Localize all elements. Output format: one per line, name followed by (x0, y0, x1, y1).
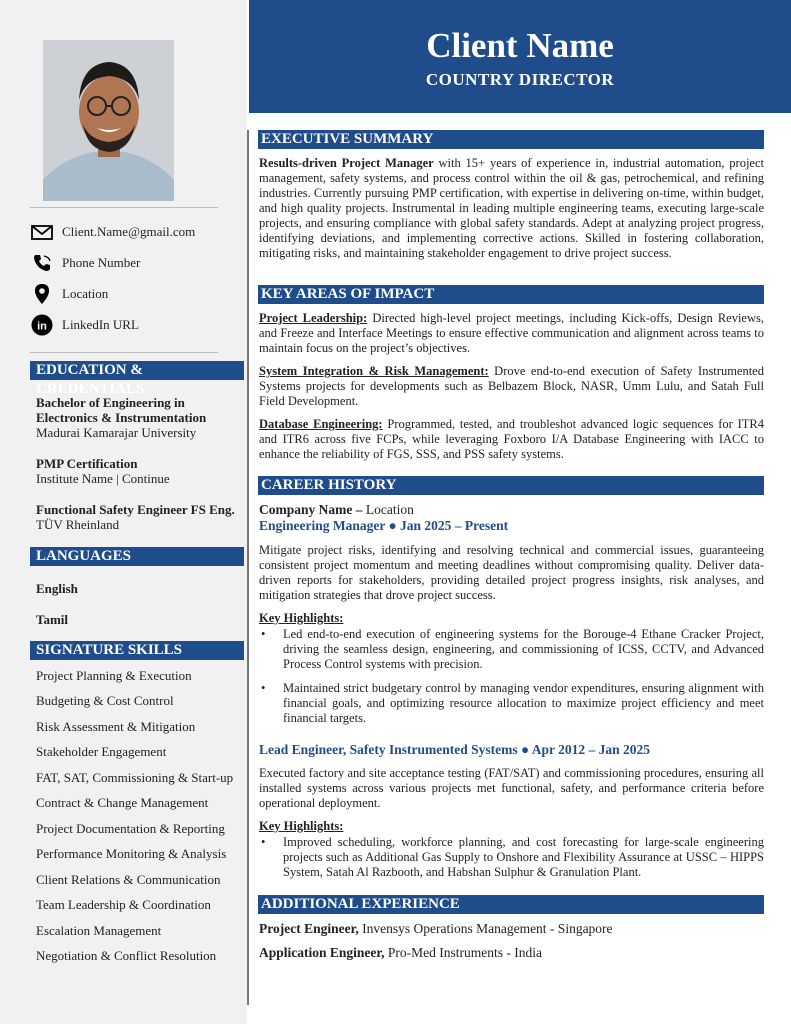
languages-heading: LANGUAGES (30, 547, 244, 566)
summary-text (259, 156, 764, 261)
impact-title: Database Engineering: (259, 417, 383, 431)
skill-item: Stakeholder Engagement (36, 744, 167, 759)
education-sub: Institute Name | Continue (36, 471, 170, 486)
additional-org: Invensys Operations Management - Singapore (358, 921, 613, 936)
impact-text: Drove end-to-end execution of Safety Instrumented Systems projects for developments such as Belbazem Block, NASR, Umm Lulu, and Satah Full Field Development. (259, 364, 764, 408)
skill-item: Project Documentation & Reporting (36, 821, 225, 836)
skills-heading: SIGNATURE SKILLS (30, 641, 244, 660)
additional-heading: ADDITIONAL EXPERIENCE (258, 895, 764, 914)
phone-text: Phone Number (62, 255, 141, 270)
skill-item: Client Relations & Communication (36, 872, 221, 887)
education-title: Bachelor of Engineering in Electronics & Instrumentation (36, 395, 207, 425)
highlight-bullet: • Improved scheduling, workforce planning, and cost forecasting for large-scale engineering projects such as Additional Gas Supply to Onshore and Flexibility Assurance at USSC – HIPPS System, Satah Al Razbooth, and Habshan Sulphur & Granulation Plant. (259, 835, 764, 880)
highlights-label: Key Highlights: (259, 611, 344, 625)
summary-lead: Results-driven Project Manager (259, 156, 434, 170)
candidate-role: COUNTRY DIRECTOR (425, 70, 615, 89)
career-heading: CAREER HISTORY (258, 476, 764, 495)
skill-item: FAT, SAT, Commissioning & Start-up (36, 770, 234, 785)
impact-item (259, 417, 764, 462)
contact-location (30, 284, 108, 304)
additional-role: Project Engineer, (259, 921, 359, 936)
highlight-bullet: • Maintained strict budgetary control by managing vendor expenditures, ensuring alignment with financial goals, and optimizing resource allocation to maximize project efficiency and meet financial targets. (259, 681, 764, 726)
linkedin-text: LinkedIn URL (62, 317, 139, 332)
education-heading: EDUCATION & CREDENTIALS (30, 361, 244, 380)
education-title: Functional Safety Engineer FS Eng. (36, 502, 235, 517)
svg-text:in: in (37, 320, 47, 333)
skill-item: Negotiation & Conflict Resolution (36, 948, 217, 963)
sidebar-divider (30, 207, 218, 208)
education-title: PMP Certification (36, 456, 138, 471)
language-item: Tamil (36, 612, 69, 627)
job-description: Executed factory and site acceptance testing (FAT/SAT) and commissioning procedures, ensuring all installed systems across various projects met functional, safety, and performance criteria before operational deployment. (259, 766, 764, 810)
skill-item: Risk Assessment & Mitigation (36, 719, 196, 734)
impact-title: System Integration & Risk Management: (259, 364, 489, 378)
language-item: English (36, 581, 78, 596)
header-banner (249, 0, 791, 113)
email-text: Client.Name@gmail.com (62, 224, 196, 239)
additional-role: Application Engineer, (259, 945, 385, 960)
education-item (36, 395, 246, 440)
company-name: Company Name – (259, 502, 363, 517)
skill-item: Escalation Management (36, 923, 162, 938)
additional-org: Pro-Med Instruments - India (384, 945, 543, 960)
skill-item: Team Leadership & Coordination (36, 897, 211, 912)
contact-email[interactable] (30, 222, 195, 242)
skill-item: Contract & Change Management (36, 795, 209, 810)
job-title: Engineering Manager ● Jan 2025 – Present (259, 518, 509, 533)
skill-item: Performance Monitoring & Analysis (36, 846, 227, 861)
education-item (36, 456, 170, 486)
linkedin-icon (30, 315, 54, 335)
vertical-divider (247, 130, 249, 1005)
phone-icon (30, 253, 54, 273)
highlight-bullet: • Led end-to-end execution of engineering systems for the Borouge-4 Ethane Cracker Project, driving the seamless design, engineering, and commissioning of ICSS, CCTV, and Advanced Process Control systems with precision. (259, 627, 764, 672)
skill-item: Budgeting & Cost Control (36, 693, 174, 708)
impact-text: Programmed, tested, and troubleshot advanced logic sequences for ITR4 and ITR6 across five FCPs, while leveraging Foxboro I/A Database Engineering with IACC to enhance the reliability of FGS, SSS, and PSS safety systems. (259, 417, 765, 461)
job-description: Mitigate project risks, identifying and resolving technical and commercial issues, guaranteeing consistent project momentum and meeting deadlines without compromising quality. Deliver data-driven reports for stakeholders, providing detailed project progress insights, risk analyses, and mitigation strategies that drove project success. (259, 543, 764, 602)
sidebar-divider (30, 352, 218, 353)
education-sub: Madurai Kamarajar University (36, 425, 197, 440)
contact-linkedin[interactable] (30, 315, 139, 335)
skill-item: Project Planning & Execution (36, 668, 192, 683)
envelope-icon (30, 222, 54, 242)
impact-text: Directed high-level project meetings, including Kick-offs, Design Reviews, and Freeze and Interface Meetings to ensure effective communication and alignment across teams to maintain focus on the project’s objectives. (259, 311, 764, 355)
impact-title: Project Leadership: (259, 311, 368, 325)
impact-item (259, 364, 764, 409)
location-text: Location (62, 286, 109, 301)
impact-heading: KEY AREAS OF IMPACT (258, 285, 764, 304)
company-line (259, 502, 414, 518)
education-item (36, 502, 235, 532)
impact-item (259, 311, 764, 356)
additional-item (259, 945, 542, 961)
job-title: Lead Engineer, Safety Instrumented Systems ● Apr 2012 – Jan 2025 (259, 742, 651, 757)
summary-heading: EXECUTIVE SUMMARY (258, 130, 764, 149)
contact-phone[interactable] (30, 253, 140, 273)
company-location: Location (362, 502, 414, 517)
education-sub: TÜV Rheinland (36, 517, 120, 532)
candidate-name: Client Name (426, 26, 614, 65)
highlights-label: Key Highlights: (259, 819, 344, 833)
location-pin-icon (30, 284, 54, 304)
summary-body: with 15+ years of experience in, industrial automation, project management, safety systems, and process control within the oil & gas, petrochemical, and refining industries. Currently pursuing PMP certification, with expertise in delivering on-time, within budget, and high quality projects. Instrumental in leading multiple engineering teams, executing large-scale projects, and ensuring compliance with global safety standards. Adept at analyzing project progress, identifying deviations, and implementing corrective actions. Skilled in fostering collaboration, mitigating risks, and maintaining stakeholder engagement to drive project success. (259, 156, 764, 260)
additional-item (259, 921, 613, 937)
profile-photo (43, 40, 174, 201)
